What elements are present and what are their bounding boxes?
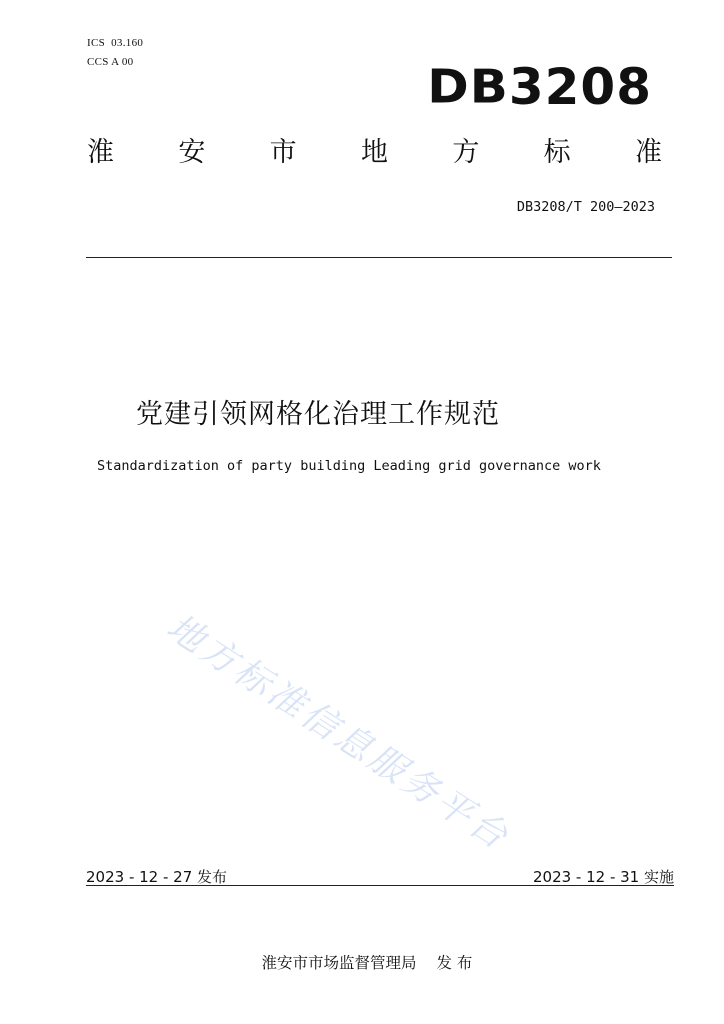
standard-type-char: 准 — [634, 137, 662, 168]
issuer-line — [0, 933, 724, 973]
standard-type-char: 地 — [360, 137, 388, 168]
logo-code: 3208 — [508, 58, 652, 116]
ics-code: ICS 03.160 — [87, 37, 144, 49]
standard-type-char: 安 — [178, 137, 206, 168]
watermark-text: 地方标准信息服务平台 — [159, 606, 518, 859]
standard-type-char: 淮 — [87, 137, 114, 168]
standard-type-char: 标 — [543, 137, 571, 168]
standard-type-char: 市 — [269, 137, 297, 168]
issue-action: 发 布 — [436, 954, 473, 972]
issuing-authority: 淮安市市场监督管理局 — [261, 954, 417, 972]
standard-type-char: 方 — [452, 137, 480, 168]
document-title-english: Standardization of party building Leading grid governance work — [97, 458, 601, 474]
issue-date: 2023 - 12 - 27 发布 — [86, 868, 228, 886]
standard-type-heading — [87, 139, 662, 166]
implementation-date: 2023 - 12 - 31 实施 — [532, 868, 674, 886]
logo-prefix: DB — [427, 60, 509, 114]
ccs-code: CCS A 00 — [87, 56, 134, 68]
standard-logo — [427, 58, 652, 116]
document-title-chinese: 党建引领网格化治理工作规范 — [136, 399, 500, 430]
top-divider — [86, 257, 672, 258]
standard-number: DB3208/T 200—2023 — [516, 199, 655, 215]
bottom-divider — [86, 885, 674, 886]
